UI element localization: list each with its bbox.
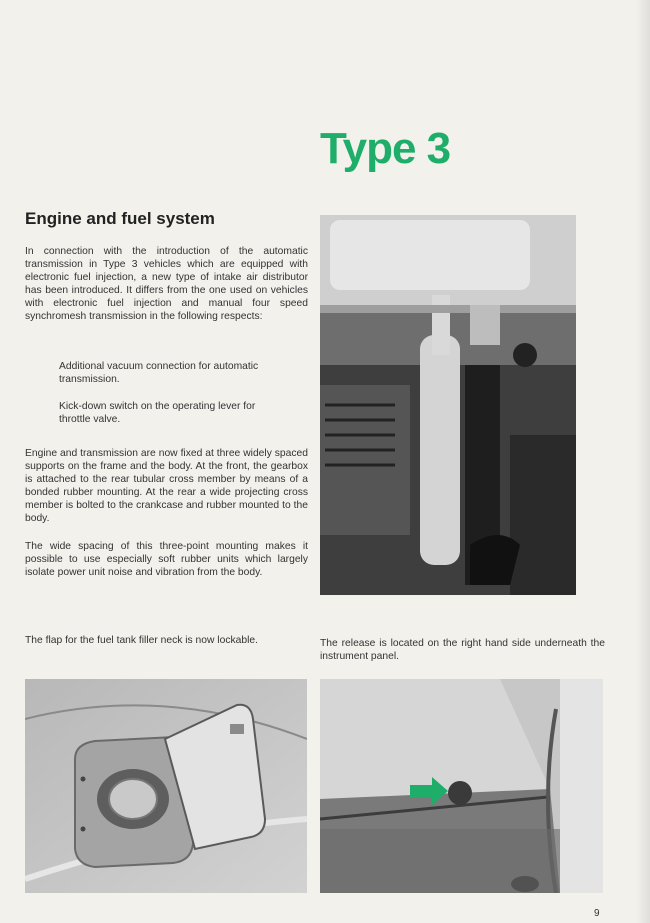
section-heading: Engine and fuel system bbox=[25, 209, 215, 228]
mounting-paragraph: Engine and transmission are now fixed at three widely spaced supports on the frame and the body. At the front, the gearbox is attached to the rear tubular cross member by means of a bonded rubber mounting. At the rear a wide projecting cross member is bolted to the crankcase and rubber mounted to the body. bbox=[25, 448, 308, 524]
release-location-photo bbox=[320, 679, 603, 893]
release-caption: The release is located on the right hand side underneath the instrument panel. bbox=[320, 638, 605, 662]
intro-paragraph: In connection with the introduction of the automatic transmission in Type 3 vehicles which are equipped with electronic fuel injection, a new type of intake air distributor has been introduced. It differs from the one used on vehicles with electronic fuel injection and manual four speed synchromesh transmission in the following respects: bbox=[25, 246, 308, 322]
spacing-paragraph: The wide spacing of this three-point mounting makes it possible to use especially soft rubber units which largely isolate power unit noise and vibration from the body. bbox=[25, 541, 308, 578]
list-item-kick-down-switch: Kick-down switch on the operating lever for throttle valve. bbox=[59, 401, 256, 425]
fuel-flap-photo bbox=[25, 679, 307, 893]
page-title: Type 3 bbox=[320, 124, 451, 173]
engine-compartment-photo bbox=[320, 215, 576, 595]
fuel-flap-caption: The flap for the fuel tank filler neck is now lockable. bbox=[25, 635, 258, 646]
list-item-vacuum-connection: Additional vacuum connection for automatic transmission. bbox=[59, 361, 259, 385]
page-spine-shadow bbox=[636, 0, 650, 923]
page-number: 9 bbox=[594, 908, 600, 919]
